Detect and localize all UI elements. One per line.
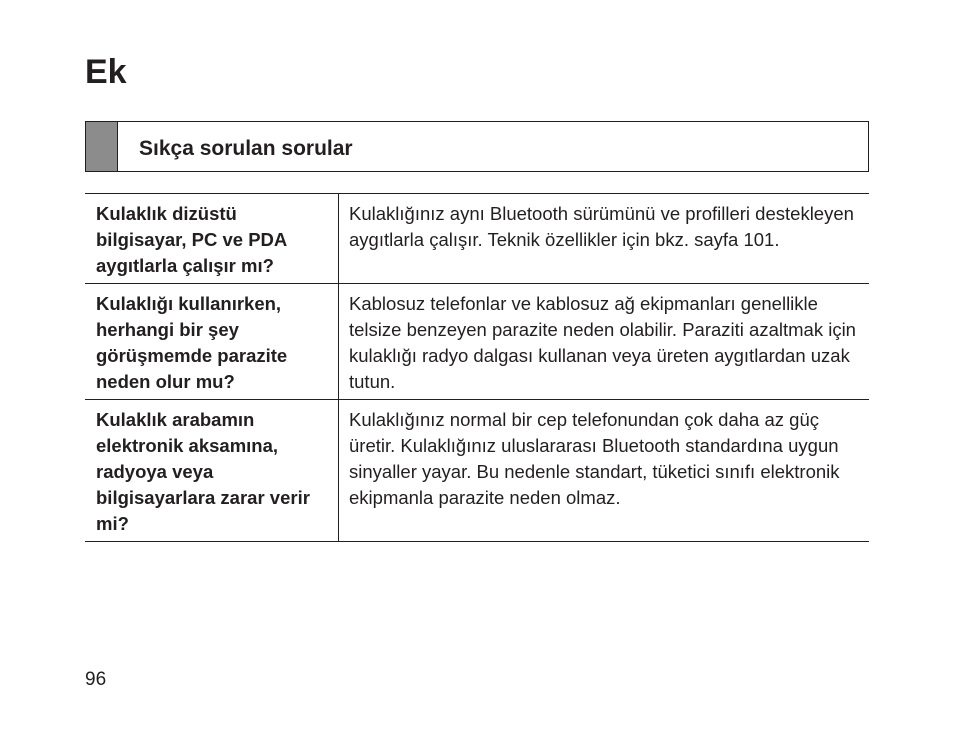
- faq-answer: Kulaklığınız normal bir cep telefonundan çok daha az güç üretir. Kulaklığınız uluslararası Bluetooth standardına uygun sinyaller yayar. Bu nedenle standart, tüketici sınıfı elektronik ekipmanla parazite neden olmaz.: [349, 409, 840, 508]
- faq-row: [85, 194, 869, 284]
- faq-answer: Kablosuz telefonlar ve kablosuz ağ ekipmanları genellikle telsize benzeyen parazite neden olabilir. Paraziti azaltmak için kulaklığı radyo dalgası kullanan veya üreten aygıtlardan uzak tutun.: [349, 293, 856, 392]
- faq-row: [85, 400, 869, 542]
- faq-question: Kulaklık arabamın elektronik aksamına, radyoya veya bilgisayarlara zarar verir mi?: [85, 400, 339, 542]
- page-number: 96: [85, 669, 107, 690]
- chapter-title: Ek: [85, 53, 127, 91]
- section-header-tab: [86, 122, 118, 171]
- faq-answer: Kulaklığınız aynı Bluetooth sürümünü ve profilleri destekleyen aygıtlarla çalışır. Teknik özellikler için bkz. sayfa 101.: [349, 203, 854, 250]
- section-title: Sıkça sorulan sorular: [139, 137, 353, 160]
- faq-row: [85, 284, 869, 400]
- section-header: [85, 121, 869, 172]
- faq-question: Kulaklık dizüstü bilgisayar, PC ve PDA aygıtlarla çalışır mı?: [85, 194, 339, 284]
- faq-question: Kulaklığı kullanırken, herhangi bir şey görüşmemde parazite neden olur mu?: [85, 284, 339, 400]
- faq-table: [85, 193, 869, 542]
